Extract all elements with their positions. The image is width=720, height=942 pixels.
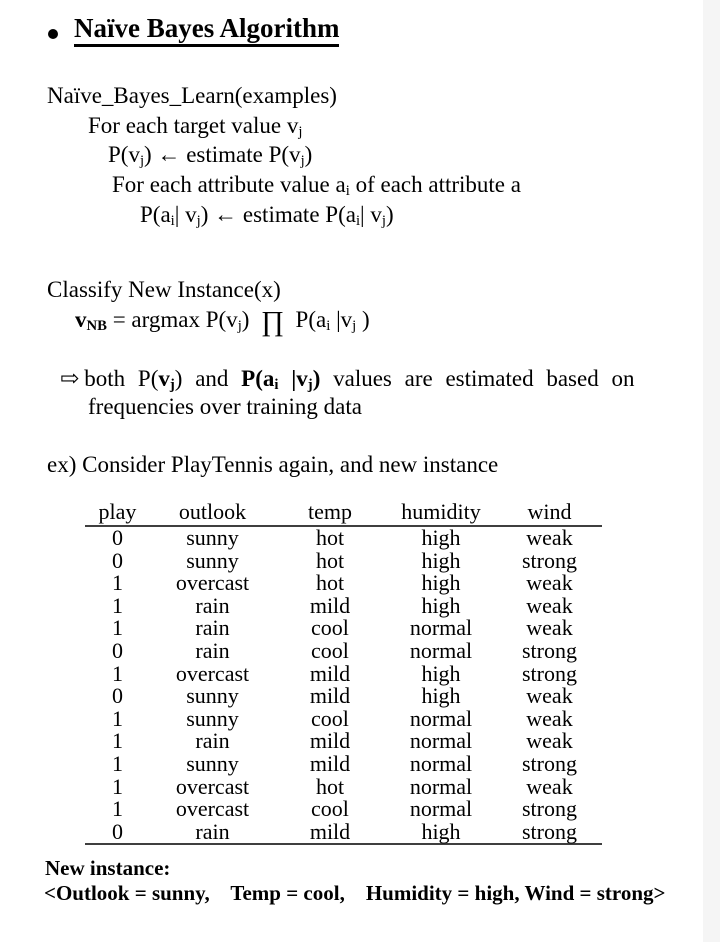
- table-cell: mild: [309, 592, 351, 618]
- text-segment: j: [298, 124, 303, 141]
- table-cell: mild: [309, 728, 351, 754]
- table-cell: cool: [311, 705, 349, 731]
- table-cell: high: [421, 547, 461, 573]
- text-segment: i: [170, 213, 175, 230]
- table-cell: overcast: [175, 660, 250, 686]
- table-cell: 1: [112, 773, 123, 799]
- table-cell: weak: [526, 773, 573, 799]
- table-cell: cool: [311, 615, 349, 641]
- text-segment: P(v: [108, 142, 140, 167]
- table-cell: strong: [522, 796, 577, 822]
- table-cell: play: [98, 499, 137, 524]
- table-cell: cool: [311, 796, 349, 822]
- table-cell: sunny: [186, 547, 239, 573]
- play-tennis-table: [85, 498, 602, 845]
- text-segment: |v: [330, 307, 353, 332]
- table-cell: 0: [112, 637, 123, 663]
- note-line-1: [60, 366, 634, 394]
- table-cell: strong: [522, 637, 577, 663]
- table-cell: mild: [309, 660, 351, 686]
- text-segment: j: [352, 318, 357, 335]
- text-segment: |v: [278, 366, 308, 391]
- table-cell: weak: [526, 683, 573, 709]
- text-segment: values are estimated based on: [320, 366, 635, 391]
- text-segment: ): [304, 142, 313, 167]
- table-cell: weak: [526, 615, 573, 641]
- page-title-text: Naïve Bayes Algorithm: [74, 13, 339, 47]
- table-cell: normal: [409, 615, 473, 641]
- table-cell: temp: [308, 499, 352, 524]
- table-cell: 1: [112, 728, 123, 754]
- table-cell: sunny: [186, 705, 239, 731]
- text-segment: For each attribute value a: [112, 172, 346, 197]
- table-cell: sunny: [186, 525, 239, 550]
- table-cell: 1: [112, 750, 123, 776]
- text-segment: j: [300, 153, 305, 170]
- text-segment: j: [237, 318, 242, 335]
- text-segment: ): [200, 202, 215, 227]
- table-body: [85, 527, 602, 843]
- text-segment: = argmax P(v: [106, 307, 238, 332]
- table-cell: overcast: [175, 773, 250, 799]
- table-cell: strong: [522, 750, 577, 776]
- table-cell: 0: [112, 525, 123, 550]
- text-segment: i: [345, 183, 350, 200]
- table-cell: overcast: [175, 570, 250, 596]
- text-segment: estimate P(a: [237, 202, 356, 227]
- table-cell: mild: [309, 683, 351, 709]
- table-cell: weak: [526, 525, 573, 550]
- algorithm-line-4: [140, 201, 394, 235]
- table-cell: normal: [409, 728, 473, 754]
- text-segment: P(a: [241, 366, 275, 391]
- text-segment: ) and: [174, 366, 242, 391]
- table-cell: outlook: [178, 499, 247, 524]
- table-cell: 1: [112, 796, 123, 822]
- table-cell: strong: [522, 547, 577, 573]
- table-cell: 0: [112, 547, 123, 573]
- table-cell: normal: [409, 796, 473, 822]
- table-cell: weak: [526, 705, 573, 731]
- new-instance-value: <Outlook = sunny, Temp = cool, Humidity = high, Wind = strong>: [44, 881, 666, 905]
- text-segment: v: [158, 366, 170, 391]
- table-cell: 1: [112, 570, 123, 596]
- table-cell: normal: [409, 637, 473, 663]
- text-segment: ): [241, 307, 261, 332]
- table-cell: rain: [195, 592, 230, 618]
- bullet-icon: [48, 29, 58, 39]
- page-edge-shade: [703, 0, 720, 942]
- table-cell: hot: [315, 547, 345, 573]
- table-cell: rain: [195, 818, 230, 844]
- text-segment: P(a: [140, 202, 171, 227]
- table-cell: wind: [527, 499, 572, 524]
- table-cell: strong: [522, 660, 577, 686]
- table-cell: high: [421, 660, 461, 686]
- example-intro: ex) Consider PlayTennis again, and new instance: [47, 452, 499, 477]
- table-cell: rain: [195, 728, 230, 754]
- table-cell: mild: [309, 818, 351, 844]
- table-cell: 0: [112, 818, 123, 844]
- text-segment: ): [385, 202, 394, 227]
- table-cell: 0: [112, 683, 123, 709]
- classify-formula: [75, 305, 370, 341]
- text-segment: j: [139, 153, 145, 170]
- table-cell: overcast: [175, 796, 250, 822]
- table-cell: normal: [409, 773, 473, 799]
- table-cell: high: [421, 818, 461, 844]
- text-segment: ): [312, 366, 321, 391]
- table-cell: rain: [195, 637, 230, 663]
- table-cell: cool: [311, 637, 349, 663]
- text-segment: j: [307, 377, 313, 394]
- text-segment: For each target value v: [88, 113, 299, 138]
- text-segment: j: [196, 213, 201, 230]
- table-cell: hot: [315, 570, 345, 596]
- new-instance-label: New instance:: [45, 856, 171, 880]
- text-segment: j: [381, 213, 386, 230]
- text-segment: i: [326, 318, 331, 335]
- text-segment: ): [356, 307, 370, 332]
- table-cell: strong: [522, 818, 577, 844]
- table-cell: high: [421, 525, 461, 550]
- arrow-glyph: ←: [157, 142, 181, 167]
- text-segment: | v: [360, 202, 382, 227]
- text-segment: i: [355, 213, 361, 230]
- table-cell: 1: [112, 660, 123, 686]
- table-cell: weak: [526, 570, 573, 596]
- table-cell: normal: [409, 750, 473, 776]
- table-cell: high: [421, 570, 461, 596]
- table-cell: high: [421, 592, 461, 618]
- table-cell: 1: [112, 615, 123, 641]
- text-segment: i: [274, 377, 279, 394]
- table-cell: weak: [526, 592, 573, 618]
- bigarrow-glyph: ⇨: [60, 366, 80, 391]
- table-cell: weak: [526, 728, 573, 754]
- table-cell: hot: [315, 525, 345, 550]
- table-cell: normal: [409, 705, 473, 731]
- table-cell: 1: [112, 592, 123, 618]
- text-segment: j: [169, 377, 175, 394]
- text-segment: estimate P(v: [180, 142, 301, 167]
- text-segment: v: [75, 307, 87, 332]
- table-cell: mild: [309, 750, 351, 776]
- table-cell: sunny: [186, 750, 239, 776]
- table-cell: high: [421, 683, 461, 709]
- arrow-glyph: ←: [214, 202, 238, 227]
- text-segment: both P(: [84, 366, 159, 391]
- classify-header: Classify New Instance(x): [47, 277, 281, 302]
- table-cell: humidity: [401, 499, 481, 524]
- text-segment: | v: [174, 202, 197, 227]
- text-segment: P(a: [284, 307, 327, 332]
- note-line-2: frequencies over training data: [88, 394, 362, 419]
- table-cell: rain: [195, 615, 230, 641]
- table-cell: hot: [315, 773, 345, 799]
- table-header-row: [85, 498, 602, 525]
- page-title: [74, 13, 339, 44]
- text-segment: ): [144, 142, 158, 167]
- table-cell: 1: [112, 705, 123, 731]
- text-segment: NB: [86, 318, 107, 335]
- algorithm-header: Naïve_Bayes_Learn(examples): [47, 83, 337, 108]
- table-cell: sunny: [186, 683, 239, 709]
- prod-glyph: ∏: [260, 306, 285, 338]
- text-segment: of each attribute a: [349, 172, 521, 197]
